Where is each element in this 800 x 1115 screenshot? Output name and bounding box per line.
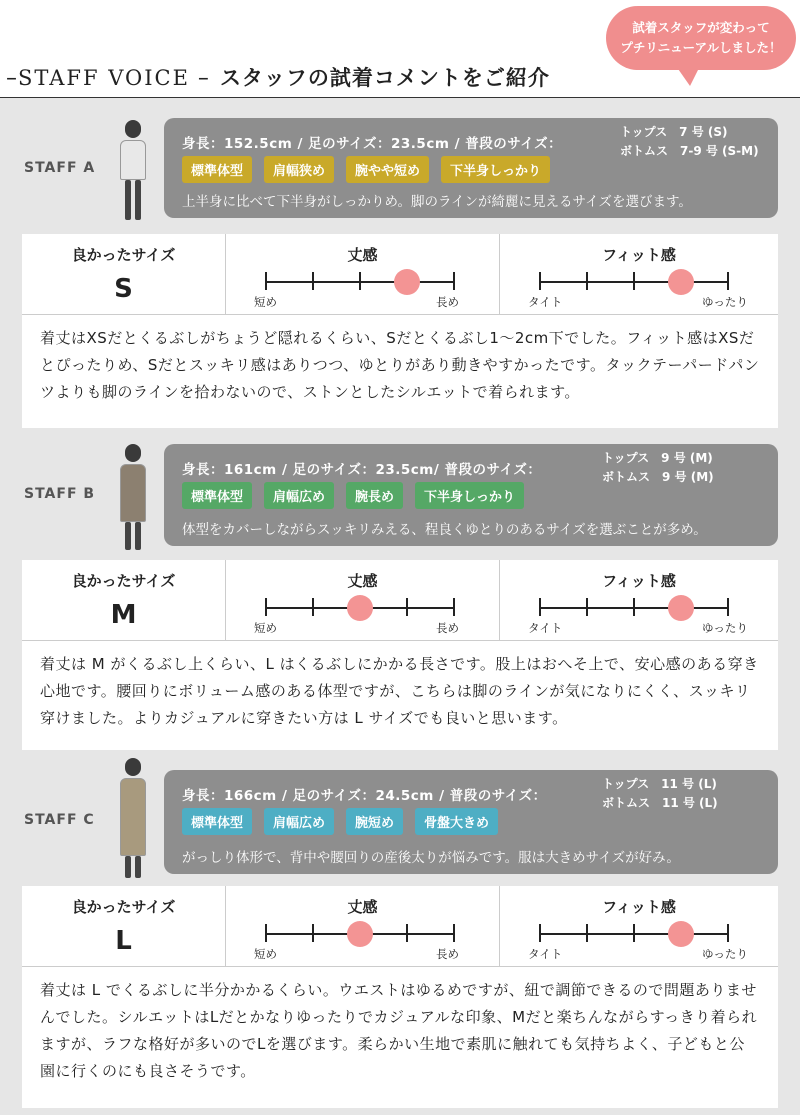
usual-size-tops: トップス 7 号 (S) <box>620 125 728 139</box>
fit-scale <box>540 598 728 618</box>
fit-title: フィット感 <box>602 246 676 264</box>
usual-size-info <box>602 775 718 813</box>
usual-size-tops: トップス 9 号 (M) <box>602 451 713 465</box>
bubble-line-1: 試着スタッフが変わって <box>632 20 770 35</box>
body-type-tag: 腕やや短め <box>346 156 429 183</box>
fit-scale-tick <box>727 924 729 942</box>
staff-photo <box>116 758 150 878</box>
body-type-tag: 標準体型 <box>182 808 252 835</box>
fit-scale-tick <box>633 924 635 942</box>
size-evaluation-panel <box>22 560 778 640</box>
staff-profile-card <box>164 118 778 218</box>
fit-column <box>500 234 778 314</box>
staff-size-preference: 体型をカバーしながらスッキリみえる、程良くゆとりのあるサイズを選ぶことが多め。 <box>182 522 707 538</box>
length-scale-tick <box>453 598 455 616</box>
length-level-marker <box>347 595 373 621</box>
good-size-column <box>22 560 226 640</box>
length-scale-tick <box>312 598 314 616</box>
fit-scale-tick <box>586 598 588 616</box>
staff-label: STAFF A <box>24 160 96 176</box>
page-title: – STAFF VOICE – スタッフの試着コメントをご紹介 <box>6 62 550 92</box>
staff-photo <box>116 120 150 220</box>
staff-profile-card <box>164 444 778 546</box>
fit-title: フィット感 <box>602 898 676 916</box>
bubble-tail <box>676 66 700 86</box>
length-title: 丈感 <box>347 246 378 264</box>
usual-size-info <box>620 123 759 161</box>
length-scale-tick <box>265 598 267 616</box>
staff-photo-legs <box>116 856 150 878</box>
length-min-label: 短め <box>254 621 277 635</box>
staff-photo-body <box>120 778 146 856</box>
staff-photo-body <box>120 464 146 522</box>
staff-size-preference: 上半身に比べて下半身がしっかりめ。脚のラインが綺麗に見えるサイズを選びます。 <box>182 194 692 210</box>
staff-comment: 着丈は M がくるぶし上くらい、L はくるぶしにかかる長さです。股上はおへそ上で、安心感のある穿き心地です。腰回りにボリューム感のある体型ですが、こちらは脚のラインが気になりにくく、スッキリ穿けました。よりカジュアルに穿きたい方は L サイズでも良いと思います。 <box>22 640 778 750</box>
fit-scale-tick <box>586 272 588 290</box>
fit-scale-tick <box>586 924 588 942</box>
length-column <box>226 234 500 314</box>
usual-size-bottoms: ボトムス 11 号 (L) <box>602 796 718 810</box>
title-en: STAFF VOICE <box>18 66 190 90</box>
length-level-marker <box>347 921 373 947</box>
staff-comment: 着丈は L でくるぶしに半分かかるくらい。ウエストはゆるめですが、紐で調節できるので問題ありませんでした。シルエットはLだとかなりゆったりでカジュアルな印象、Mだと楽ちんながらすっきり着られますが、ラフな格好が多いのでLを選びます。柔らかい生地で素肌に触れても気持ちよく、子どもと公園に行くのにも良さそうです。 <box>22 966 778 1108</box>
fit-scale-tick <box>539 924 541 942</box>
length-scale-tick <box>265 272 267 290</box>
body-type-tag: 骨盤大きめ <box>415 808 498 835</box>
length-scale-tick <box>406 924 408 942</box>
usual-size-tops: トップス 11 号 (L) <box>602 777 717 791</box>
fit-min-label: タイト <box>528 621 563 635</box>
staff-profile-card <box>164 770 778 874</box>
fit-column <box>500 886 778 966</box>
length-scale <box>266 272 454 292</box>
body-type-tags <box>182 482 524 509</box>
length-min-label: 短め <box>254 947 277 961</box>
fit-column <box>500 560 778 640</box>
length-scale <box>266 924 454 944</box>
length-level-marker <box>394 269 420 295</box>
fit-max-label: ゆったり <box>702 295 748 309</box>
body-type-tag: 肩幅狭め <box>264 156 334 183</box>
length-scale-tick <box>406 598 408 616</box>
staff-comment: 着丈はXSだとくるぶしがちょうど隠れるくらい、Sだとくるぶし1〜2cm下でした。フィット感はXSだとぴったりめ、Sだとスッキリ感はありつつ、ゆとりがあり動きやすかったです。タックテーパードパンツよりも脚のラインを拾わないので、ストンとしたシルエットで着られます。 <box>22 314 778 428</box>
usual-size-bottoms: ボトムス 9 号 (M) <box>602 470 714 484</box>
fit-scale-tick <box>539 272 541 290</box>
body-type-tags <box>182 808 498 835</box>
fit-scale <box>540 272 728 292</box>
staff-size-preference: がっしり体形で、背中や腰回りの産後太りが悩みです。服は大きめサイズが好み。 <box>182 850 680 866</box>
staff-photo-head <box>125 444 141 462</box>
body-type-tag: 標準体型 <box>182 482 252 509</box>
length-scale-tick <box>265 924 267 942</box>
body-type-tag: 下半身しっかり <box>441 156 550 183</box>
usual-size-bottoms: ボトムス 7-9 号 (S-M) <box>620 144 759 158</box>
length-column <box>226 560 500 640</box>
length-min-label: 短め <box>254 295 277 309</box>
length-scale-tick <box>453 272 455 290</box>
bubble-line-2: プチリニューアルしました！ <box>620 40 782 55</box>
fit-scale-tick <box>727 272 729 290</box>
size-evaluation-panel <box>22 886 778 966</box>
page-header <box>0 0 800 100</box>
length-max-label: 長め <box>436 621 459 635</box>
size-evaluation-panel <box>22 234 778 314</box>
length-max-label: 長め <box>436 295 459 309</box>
good-size-title: 良かったサイズ <box>71 898 176 916</box>
body-type-tag: 標準体型 <box>182 156 252 183</box>
staff-measurements: 身長：166cm / 足のサイズ：24.5cm / 普段のサイズ： <box>182 788 547 804</box>
fit-max-label: ゆったり <box>702 947 748 961</box>
renewal-speech-bubble <box>606 6 796 70</box>
good-size-title: 良かったサイズ <box>71 572 176 590</box>
length-scale <box>266 598 454 618</box>
body-type-tag: 腕長め <box>346 482 403 509</box>
good-size-value: S <box>114 274 133 304</box>
length-scale-tick <box>453 924 455 942</box>
length-scale-tick <box>312 272 314 290</box>
good-size-column <box>22 886 226 966</box>
good-size-value: M <box>110 600 137 630</box>
fit-scale-tick <box>539 598 541 616</box>
staff-photo <box>116 444 150 550</box>
fit-scale-tick <box>633 272 635 290</box>
staff-photo-head <box>125 120 141 138</box>
good-size-column <box>22 234 226 314</box>
body-type-tag: 肩幅広め <box>264 482 334 509</box>
usual-size-info <box>602 449 714 487</box>
body-type-tag: 肩幅広め <box>264 808 334 835</box>
good-size-title: 良かったサイズ <box>71 246 176 264</box>
fit-level-marker <box>668 595 694 621</box>
staff-photo-legs <box>116 522 150 550</box>
title-jp: スタッフの試着コメントをご紹介 <box>219 66 550 90</box>
body-type-tag: 下半身しっかり <box>415 482 524 509</box>
fit-min-label: タイト <box>528 295 563 309</box>
length-scale-tick <box>312 924 314 942</box>
length-column <box>226 886 500 966</box>
body-type-tags <box>182 156 550 183</box>
good-size-value: L <box>115 926 132 956</box>
fit-scale-tick <box>727 598 729 616</box>
fit-title: フィット感 <box>602 572 676 590</box>
staff-measurements: 身長：161cm / 足のサイズ：23.5cm/ 普段のサイズ： <box>182 462 542 478</box>
fit-min-label: タイト <box>528 947 563 961</box>
staff-photo-legs <box>116 180 150 220</box>
fit-scale-tick <box>633 598 635 616</box>
staff-label: STAFF C <box>24 812 95 828</box>
fit-level-marker <box>668 269 694 295</box>
length-max-label: 長め <box>436 947 459 961</box>
length-scale-tick <box>359 272 361 290</box>
staff-voice-main <box>0 98 800 1115</box>
body-type-tag: 腕短め <box>346 808 403 835</box>
fit-level-marker <box>668 921 694 947</box>
staff-photo-body <box>120 140 146 180</box>
staff-photo-head <box>125 758 141 776</box>
fit-max-label: ゆったり <box>702 621 748 635</box>
length-title: 丈感 <box>347 572 378 590</box>
staff-label: STAFF B <box>24 486 96 502</box>
staff-measurements: 身長：152.5cm / 足のサイズ：23.5cm / 普段のサイズ： <box>182 136 563 152</box>
fit-scale <box>540 924 728 944</box>
length-title: 丈感 <box>347 898 378 916</box>
